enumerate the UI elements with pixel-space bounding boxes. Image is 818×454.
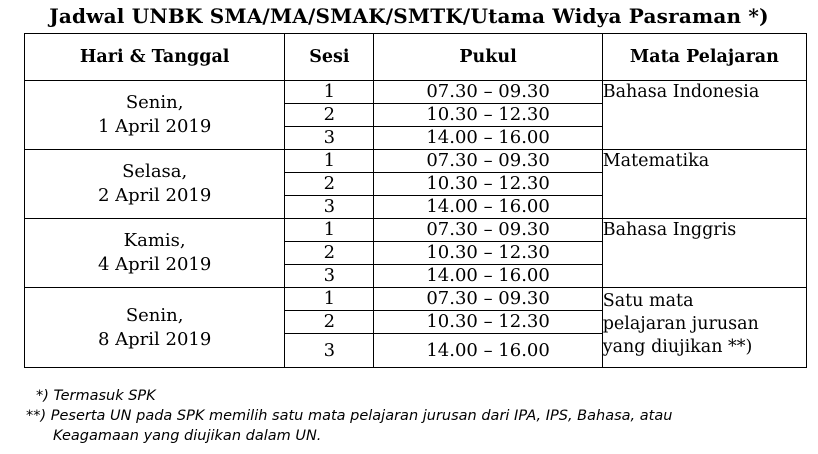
pukul-cell: 10.30 – 12.30 [374, 173, 602, 196]
day-name: Kamis, [123, 230, 186, 251]
subject-cell: Bahasa Indonesia [602, 81, 806, 150]
subject-cell [602, 288, 806, 368]
table-header-row [25, 34, 807, 81]
pukul-cell: 10.30 – 12.30 [374, 311, 602, 334]
day-cell [25, 81, 285, 150]
pukul-cell: 07.30 – 09.30 [374, 81, 602, 104]
sesi-cell: 3 [285, 127, 374, 150]
header-hari-tanggal: Hari & Tanggal [25, 34, 285, 81]
day-date: 1 April 2019 [97, 116, 212, 137]
pukul-cell: 07.30 – 09.30 [374, 219, 602, 242]
table-row [25, 150, 807, 173]
sesi-cell: 2 [285, 242, 374, 265]
footnotes [26, 386, 672, 446]
sesi-cell: 3 [285, 196, 374, 219]
sesi-cell: 2 [285, 173, 374, 196]
day-cell [25, 219, 285, 288]
document-title: Jadwal UNBK SMA/MA/SMAK/SMTK/Utama Widya Pasraman *) [49, 4, 769, 28]
pukul-cell: 14.00 – 16.00 [374, 334, 602, 368]
pukul-cell: 07.30 – 09.30 [374, 288, 602, 311]
pukul-cell: 10.30 – 12.30 [374, 242, 602, 265]
sesi-cell: 3 [285, 334, 374, 368]
day-name: Senin, [125, 92, 184, 113]
header-pukul: Pukul [374, 34, 602, 81]
day-cell [25, 288, 285, 368]
table-row [25, 288, 807, 311]
sesi-cell: 2 [285, 311, 374, 334]
footnote-spk: *) Termasuk SPK [36, 388, 156, 404]
header-mata-pelajaran: Mata Pelajaran [602, 34, 806, 81]
subject-line: yang diujikan **) [602, 337, 753, 357]
subject-cell: Matematika [602, 150, 806, 219]
sesi-cell: 3 [285, 265, 374, 288]
footnote-peserta: **) Peserta UN pada SPK memilih satu mata pelajaran jurusan dari IPA, IPS, Bahasa, atau [26, 408, 673, 424]
subject-cell: Bahasa Inggris [602, 219, 806, 288]
day-date: 4 April 2019 [97, 254, 212, 275]
day-name: Senin, [125, 304, 184, 326]
sesi-cell: 2 [285, 104, 374, 127]
day-date: 2 April 2019 [97, 185, 212, 206]
pukul-cell: 14.00 – 16.00 [374, 196, 602, 219]
table-row [25, 219, 807, 242]
table-row [25, 81, 807, 104]
day-cell [25, 150, 285, 219]
sesi-cell: 1 [285, 150, 374, 173]
subject-line: pelajaran jurusan [602, 314, 759, 334]
sesi-cell: 1 [285, 81, 374, 104]
subject-line: Satu mata [602, 291, 694, 311]
pukul-cell: 14.00 – 16.00 [374, 127, 602, 150]
header-sesi: Sesi [285, 34, 374, 81]
pukul-cell: 14.00 – 16.00 [374, 265, 602, 288]
day-name: Selasa, [122, 161, 188, 182]
day-date: 8 April 2019 [97, 328, 212, 350]
sesi-cell: 1 [285, 219, 374, 242]
footnote-peserta-cont: Keagamaan yang diujikan dalam UN. [53, 428, 322, 444]
pukul-cell: 07.30 – 09.30 [374, 150, 602, 173]
schedule-table [24, 33, 807, 368]
sesi-cell: 1 [285, 288, 374, 311]
pukul-cell: 10.30 – 12.30 [374, 104, 602, 127]
